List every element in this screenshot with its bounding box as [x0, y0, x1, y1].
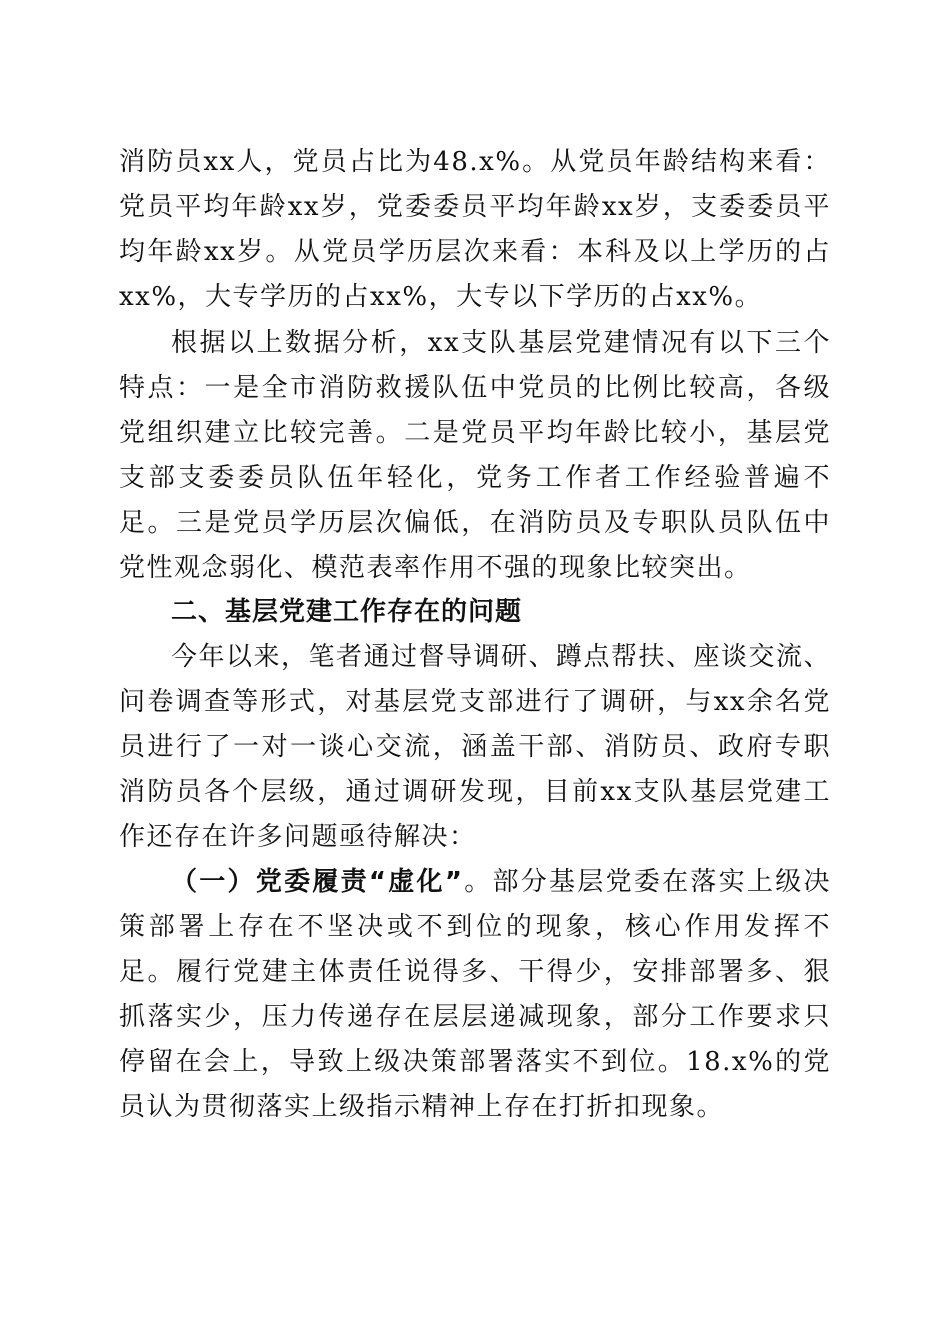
paragraph-text: 今年以来，笔者通过督导调研、蹲点帮扶、座谈交流、问卷调查等形式，对基层党支部进行了调研，与xx余名党员进行了一对一谈心交流，涵盖干部、消防员、政府专职消防员各个层级，通过调研发现，目前xx支队基层党建工作还存在许多问题亟待解决：: [119, 642, 832, 852]
subsection-lead: （一）党委履责“虚化”: [171, 867, 464, 897]
section-heading: [119, 590, 831, 635]
paragraph-research-intro: [119, 635, 831, 860]
paragraph-data-analysis: [119, 321, 831, 591]
paragraph-party-member-stats: [119, 140, 831, 320]
section-heading-text: 二、基层党建工作存在的问题: [171, 597, 523, 627]
subsection-body: 。部分基层党委在落实上级决策部署上存在不坚决或不到位的现象，核心作用发挥不足。履行党建主体责任说得多、干得少，安排部署多、狠抓落实少，压力传递存在层层递减现象，部分工作要求只停留在会上，导致上级决策部署落实不到位。18.x%的党员认为贯彻落实上级指示精神上存在打折扣现象。: [119, 867, 831, 1122]
paragraph-text: [119, 860, 831, 1130]
paragraph-text: 根据以上数据分析，xx支队基层党建情况有以下三个特点：一是全市消防救援队伍中党员的比例比较高，各级党组织建立比较完善。二是党员平均年龄比较小，基层党支部支委委员队伍年轻化，党务工作者工作经验普遍不足。三是党员学历层次偏低，在消防员及专职队员队伍中党性观念弱化、模范表率作用不强的现象比较突出。: [119, 328, 831, 583]
paragraph-party-committee-duty: [119, 860, 831, 1130]
paragraph-text: 消防员xx人，党员占比为48.x%。从党员年龄结构来看：党员平均年龄xx岁，党委委员平均年龄xx岁，支委委员平均年龄xx岁。从党员学历层次来看：本科及以上学历的占xx%，大专学历的占xx%，大专以下学历的占xx%。: [119, 147, 831, 312]
